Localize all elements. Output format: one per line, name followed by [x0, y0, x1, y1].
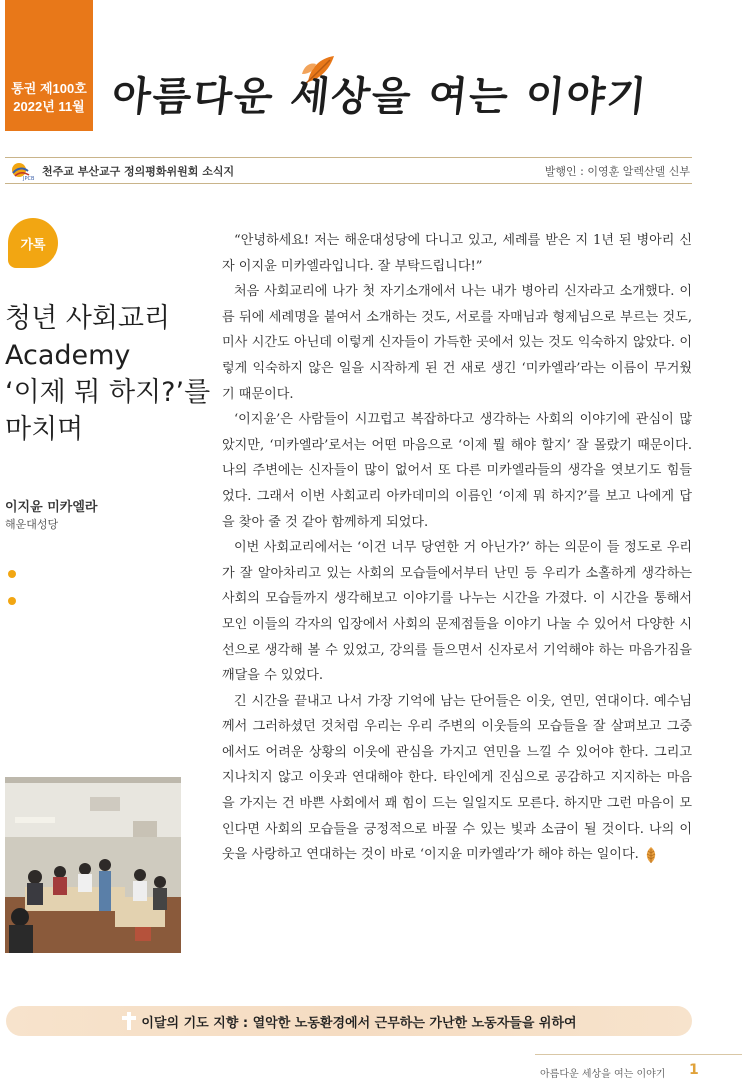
article-paragraph: ‘이지윤’은 사람들이 시끄럽고 복잡하다고 생각하는 사회의 이야기에 관심이 많았지만, ‘미카엘라’로서는 어떤 마음으로 ‘이제 뭘 해야 할지’ 잘 몰랐기 때문이다. 나의 주변에는 신자들이 많이 없어서 또 다른 미카엘라들의 생각을 엿보기도 힘들었다. 그래서 이번 사회교리 아카데미의 이름인 ‘이제 뭐 하지?’를 보고 나에게 답을 찾아 줄 것 같아 함께하게 되었다.: [222, 412, 692, 530]
article-paragraph-text: 긴 시간을 끝내고 나서 가장 기억에 남는 단어들은 이웃, 연민, 연대이다. 예수님께서 그러하셨던 것처럼 우리는 우리 주변의 이웃들의 모습들을 잘 살펴보고 그중에서도 어려운 상황의 이웃에 관심을 가지고 연민을 느낄 수 있어야 한다. 그리고 지나치지 않고 이웃과 연대해야 한다. 타인에게 진심으로 공감하고 지지하는 마음을 가지는 건 바쁜 사회에서 꽤 힘이 드는 일일지도 모른다. 하지만 그런 마음이 모인다면 사회의 모습들을 긍정적으로 바꿀 수 있는 빛과 소금이 될 것이다. 나의 이웃을 사랑하고 연대하는 것이 바로 ‘이지윤 미카엘라’가 해야 하는 일이다.: [222, 693, 692, 863]
category-badge: 가톡: [8, 218, 58, 268]
bullet-dot: [8, 597, 16, 605]
bullet-dot: [8, 570, 16, 578]
footer-rule: [535, 1054, 742, 1055]
article-paragraph: 처음 사회교리에 나가 첫 자기소개에서 나는 내가 병아리 신자라고 소개했다. 이름 뒤에 세례명을 붙여서 소개하는 것도, 서로를 자매님과 형제님으로 부르는 것도, 미사 시간도 아닌데 이렇게 신자들이 가득한 곳에서 있는 것도 익숙하지 않았다. 이렇게 익숙하지 않은 일을 시작하게 된 건 새로 생긴 ‘미카엘라’라는 이름이 무거웠기 때문이다.: [222, 284, 692, 402]
meeting-photo: [5, 777, 181, 953]
article-paragraph: 이번 사회교리에서는 ‘이건 너무 당연한 거 아닌가?’ 하는 의문이 들 정도로 우리가 잘 알아차리고 있는 사회의 모습들에서부터 난민 등 우리가 소홀하게 생각하는 사회의 모습들까지 생각해보고 이야기를 나누는 시간을 가졌다. 이 시간을 통해서 모인 이들의 각자의 입장에서 사회의 문제점들을 이야기 나눌 수 있어서 다양한 시선으로 생각해 볼 수 있었고, 강의를 들으면서 신자로서 기억해야 하는 마음가짐을 깨달을 수 있었다.: [222, 540, 692, 684]
prayer-intention-bar: [6, 1006, 692, 1036]
headline-line: 마치며: [5, 414, 84, 445]
issue-date: 2022년 11월: [13, 99, 85, 114]
article-body: [222, 228, 692, 868]
headline-line: 청년 사회교리: [5, 303, 171, 334]
article-paragraph: “안녕하세요! 저는 해운대성당에 다니고 있고, 세례를 받은 지 1년 된 병아리 신자 이지윤 미카엘라입니다. 잘 부탁드립니다!”: [222, 233, 692, 274]
footer-title: 아름다운 세상을 여는 이야기: [540, 1069, 666, 1080]
issue-box: [5, 0, 93, 131]
publisher-org: 천주교 부산교구 정의평화위원회 소식지: [42, 165, 235, 178]
author-name: 이지윤 미카엘라: [5, 500, 98, 515]
headline-line: ‘이제 뭐 하지?’를: [5, 377, 211, 408]
svg-text:JPCB: JPCB: [23, 176, 35, 181]
header-rule-top: [5, 157, 692, 158]
article-headline: [5, 300, 211, 448]
author-parish: 해운대성당: [5, 518, 59, 531]
headline-line: Academy: [5, 340, 131, 371]
prayer-intention-text: 이달의 기도 지향 : 열악한 노동환경에서 근무하는 가난한 노동자들을 위하여: [141, 1015, 577, 1031]
publisher-person: 발행인 : 이영훈 알렉산델 신부: [544, 165, 690, 178]
cross-icon: [121, 1011, 137, 1031]
issue-number: 통권 제100호: [11, 81, 87, 96]
page-number: 1: [689, 1062, 699, 1078]
masthead-title: 아름다운 세상을 여는 이야기: [109, 73, 650, 120]
jpcb-logo-icon: [10, 161, 36, 181]
header-rule-bottom: [5, 183, 692, 184]
end-leaf-icon: [643, 846, 659, 864]
article-paragraph: [222, 689, 692, 868]
